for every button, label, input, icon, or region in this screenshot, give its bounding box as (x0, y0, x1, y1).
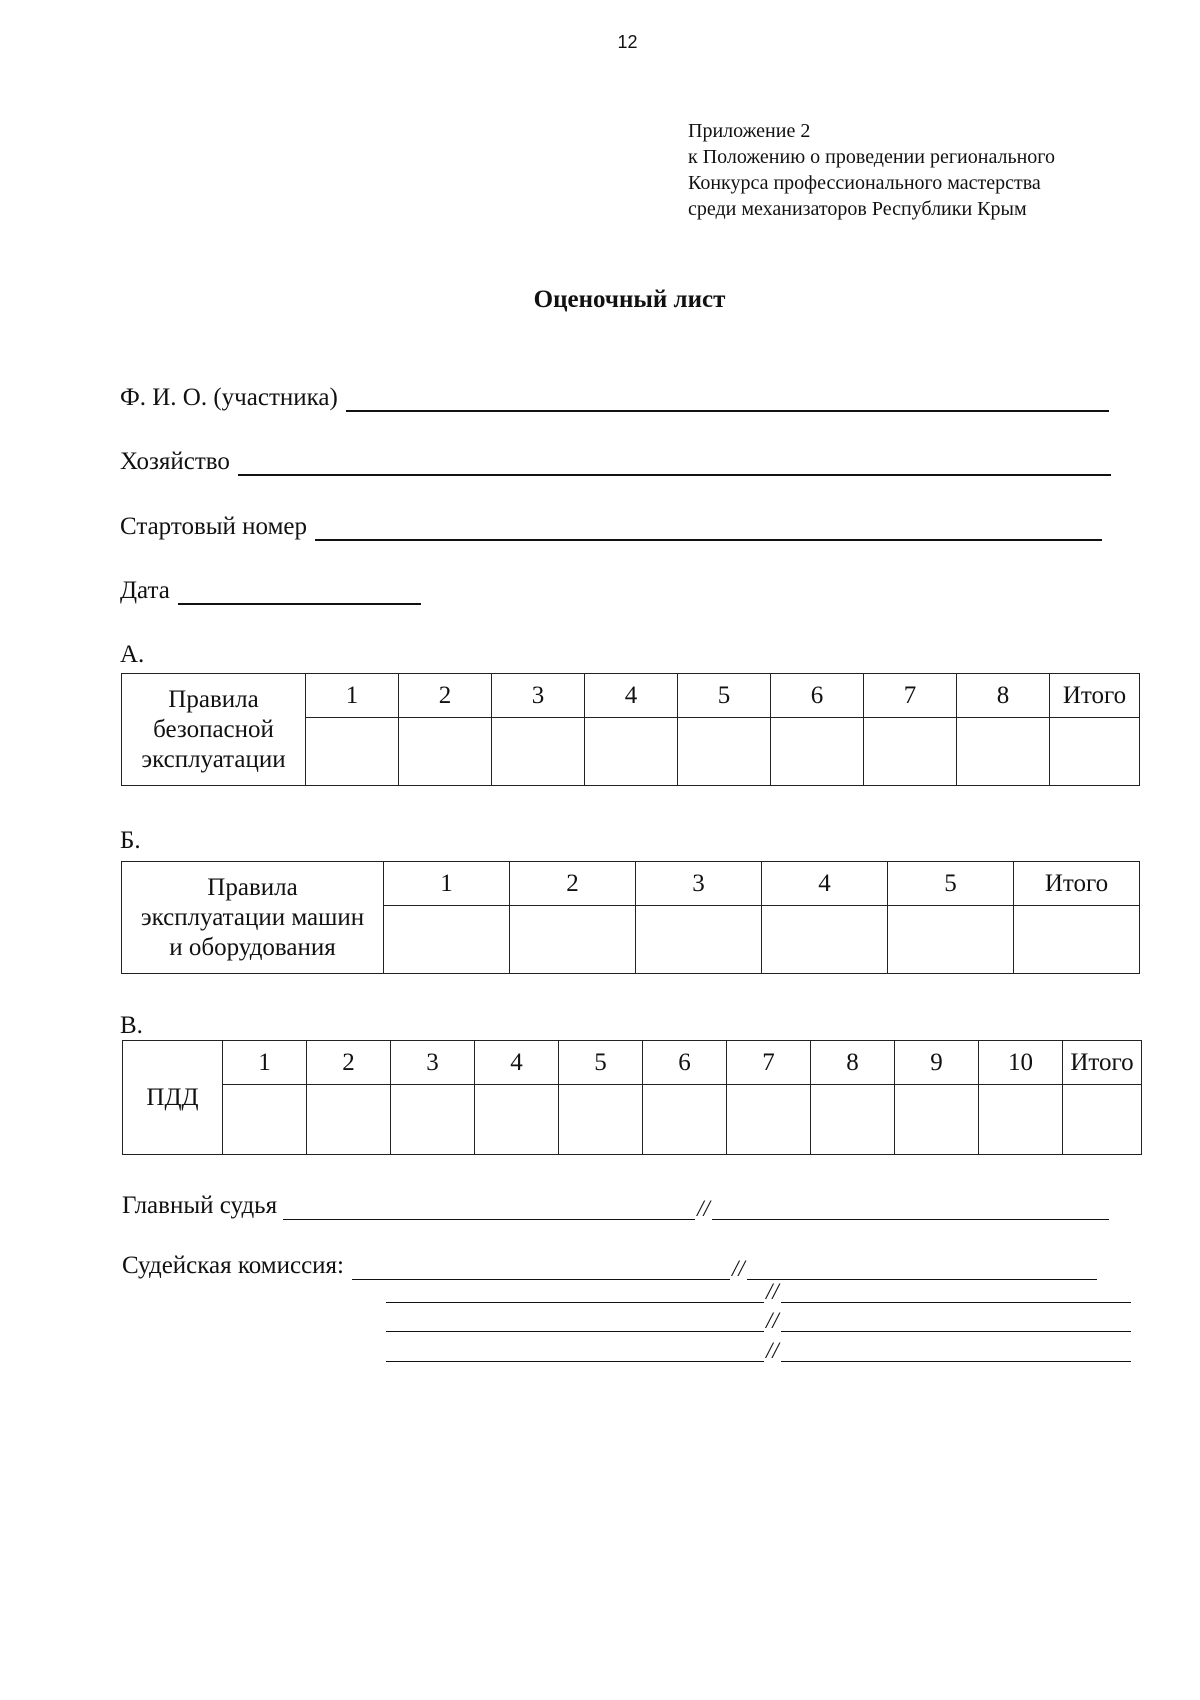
section-a-col-3: 3 (492, 674, 585, 718)
section-a-col-4: 4 (585, 674, 678, 718)
section-c-score-6[interactable] (643, 1085, 727, 1155)
section-a-table (121, 673, 1140, 786)
section-a-score-1[interactable] (306, 718, 399, 786)
farm-label: Хозяйство (120, 448, 230, 475)
appendix-line-4: среди механизаторов Республики Крым (688, 198, 1027, 220)
chief-judge-label: Главный судья (122, 1192, 278, 1219)
section-b-table (121, 861, 1140, 974)
chief-judge-row (122, 1192, 1109, 1220)
fio-field (120, 384, 1109, 412)
page-number: 12 (617, 32, 638, 52)
commission-name-line-4[interactable] (781, 1339, 1131, 1362)
section-b-score-3[interactable] (636, 906, 762, 974)
section-c-score-3[interactable] (391, 1085, 475, 1155)
section-c-col-1: 1 (223, 1041, 307, 1085)
section-c-score-10[interactable] (979, 1085, 1063, 1155)
section-a-score-3[interactable] (492, 718, 585, 786)
section-b-label-line-1: Правила (207, 873, 298, 901)
appendix-line-1: Приложение 2 (688, 120, 811, 142)
commission-name-line-1[interactable] (747, 1257, 1097, 1280)
commission-label: Судейская комиссия: (122, 1252, 344, 1279)
section-a-col-1: 1 (306, 674, 399, 718)
section-b-score-4[interactable] (762, 906, 888, 974)
date-label: Дата (120, 577, 170, 604)
section-c-col-3: 3 (391, 1041, 475, 1085)
commission-signature-line-1[interactable] (352, 1257, 730, 1280)
section-a-score-5[interactable] (678, 718, 771, 786)
section-a-col-8: 8 (957, 674, 1050, 718)
section-a-score-8[interactable] (957, 718, 1050, 786)
commission-signature-line-3[interactable] (386, 1309, 764, 1332)
commission-separator-4: // (766, 1338, 779, 1363)
chief-judge-separator: // (697, 1196, 710, 1221)
section-c-col-8: 8 (811, 1041, 895, 1085)
section-c-col-6: 6 (643, 1041, 727, 1085)
appendix-line-3: Конкурса профессионального мастерства (688, 172, 1041, 194)
section-b-col-3: 3 (636, 862, 762, 906)
section-b-col-1: 1 (384, 862, 510, 906)
section-c-col-10: 10 (979, 1041, 1063, 1085)
section-a-col-2: 2 (399, 674, 492, 718)
section-c-col-2: 2 (307, 1041, 391, 1085)
section-a-col-6: 6 (771, 674, 864, 718)
section-c-score-1[interactable] (223, 1085, 307, 1155)
commission-signature-line-2[interactable] (386, 1280, 764, 1303)
farm-field (120, 448, 1111, 476)
section-a-col-7: 7 (864, 674, 957, 718)
start-number-input-line[interactable] (315, 513, 1102, 541)
section-a-score-7[interactable] (864, 718, 957, 786)
section-c-col-7: 7 (727, 1041, 811, 1085)
commission-signature-line-4[interactable] (386, 1339, 764, 1362)
section-c-score-5[interactable] (559, 1085, 643, 1155)
commission-row-4 (386, 1339, 1131, 1362)
date-input-line[interactable] (178, 577, 421, 605)
section-c-score-total[interactable] (1063, 1085, 1142, 1155)
chief-judge-signature-line[interactable] (283, 1197, 695, 1220)
start-number-label: Стартовый номер (120, 513, 307, 540)
section-b-col-5: 5 (888, 862, 1014, 906)
section-c-score-8[interactable] (811, 1085, 895, 1155)
commission-name-line-2[interactable] (781, 1280, 1131, 1303)
section-b-score-5[interactable] (888, 906, 1014, 974)
section-c-score-2[interactable] (307, 1085, 391, 1155)
section-b-label-line-2: эксплуатации машин (140, 903, 365, 931)
section-a-score-4[interactable] (585, 718, 678, 786)
section-a-score-2[interactable] (399, 718, 492, 786)
section-b-col-4: 4 (762, 862, 888, 906)
commission-name-line-3[interactable] (781, 1309, 1131, 1332)
section-b-score-1[interactable] (384, 906, 510, 974)
section-c-col-9: 9 (895, 1041, 979, 1085)
section-c-col-5: 5 (559, 1041, 643, 1085)
start-number-field (120, 513, 1102, 541)
section-c-score-9[interactable] (895, 1085, 979, 1155)
section-a-total-header: Итого (1050, 674, 1140, 718)
commission-row-3 (386, 1309, 1131, 1332)
section-a-label-line-2: безопасной (153, 715, 274, 743)
appendix-line-2: к Положению о проведении регионального (688, 146, 1056, 168)
section-b-score-2[interactable] (510, 906, 636, 974)
section-a-row-label (122, 674, 306, 786)
section-c-score-7[interactable] (727, 1085, 811, 1155)
section-c-row-label: ПДД (123, 1041, 223, 1155)
section-a-label-line-3: эксплуатации (141, 745, 286, 773)
fio-label: Ф. И. О. (участника) (120, 384, 338, 411)
section-a-letter: А. (120, 641, 145, 668)
section-a-label-line-1: Правила (168, 685, 259, 713)
fio-input-line[interactable] (346, 384, 1109, 412)
section-c-total-header: Итого (1063, 1041, 1142, 1085)
section-b-label-line-3: и оборудования (169, 933, 336, 961)
section-b-letter: Б. (120, 827, 141, 854)
document-title: Оценочный лист (533, 286, 726, 313)
section-c-table (122, 1040, 1142, 1155)
commission-row-2 (386, 1280, 1131, 1303)
commission-separator-1: // (732, 1256, 745, 1281)
section-c-score-4[interactable] (475, 1085, 559, 1155)
section-b-score-total[interactable] (1014, 906, 1140, 974)
chief-judge-name-line[interactable] (712, 1197, 1109, 1220)
section-a-score-total[interactable] (1050, 718, 1140, 786)
commission-separator-3: // (766, 1308, 779, 1333)
section-c-col-4: 4 (475, 1041, 559, 1085)
section-b-row-label (122, 862, 384, 974)
section-c-letter: В. (120, 1012, 143, 1039)
section-a-col-5: 5 (678, 674, 771, 718)
section-a-score-6[interactable] (771, 718, 864, 786)
section-b-total-header: Итого (1014, 862, 1140, 906)
appendix-note (688, 118, 1055, 222)
date-field (120, 577, 421, 605)
farm-input-line[interactable] (238, 448, 1111, 476)
section-b-col-2: 2 (510, 862, 636, 906)
commission-row-1 (122, 1252, 1097, 1280)
commission-separator-2: // (766, 1279, 779, 1304)
